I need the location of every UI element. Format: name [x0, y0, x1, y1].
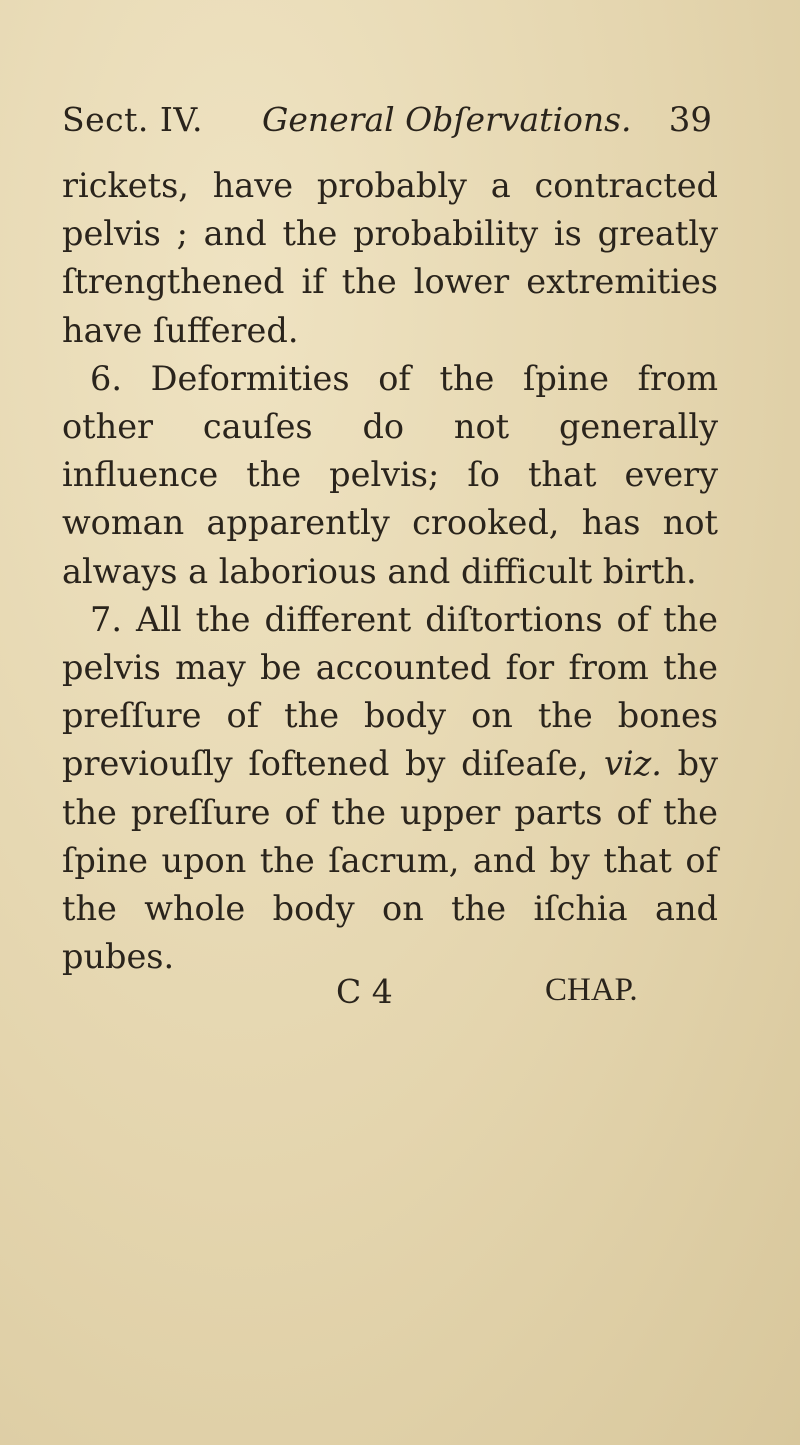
page-header: [62, 100, 712, 148]
page-number: 39: [668, 100, 712, 140]
paragraph-7: [62, 596, 718, 982]
paragraph-7-part-1: 7. All the different diſtortions of the pelvis may be accounted for from the preſſure of the body on the bones previouſly ſoftened by diſeaſe,: [62, 599, 718, 784]
signature-mark: C 4: [336, 972, 393, 1011]
page-footer: [0, 972, 800, 1020]
paragraph-6: 6. Deformities of the ſpine from other cauſes do not generally influence the pelvis; ſo that every woman apparently crooked, has not always a laborious and difficult birth.: [62, 358, 718, 591]
paragraph-7-italic-viz: viz.: [604, 744, 662, 784]
paragraph-7-part-2: by the preſſure of the upper parts of the ſpine upon the ſacrum, and by that of the whole body on the iſchia and pubes.: [62, 744, 718, 977]
catchword: CHAP.: [545, 972, 638, 1008]
page-body: [62, 162, 718, 981]
section-label: Sect. IV.: [62, 100, 203, 139]
running-title: General Obſervations.: [262, 100, 632, 139]
paragraph-continued: rickets, have probably a contracted pelvis ; and the probability is greatly ſtrengthened if the lower extremities have ſuffered.: [62, 166, 718, 350]
